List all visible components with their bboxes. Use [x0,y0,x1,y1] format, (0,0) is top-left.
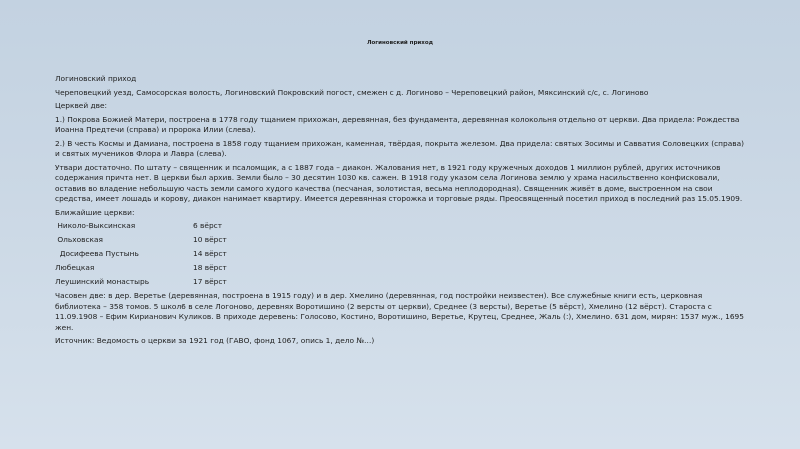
nearest-church-distance: 17 вёрст [193,277,227,286]
source-text: Источник: Ведомость о церкви за 1921 год (ГАВО, фонд 1067, опись 1, дело №…) [55,336,375,345]
slide-content [55,74,745,350]
nearest-church-row [55,277,745,288]
parish-description: Утвари достаточно. По штату – священник и псаломщик, а с 1887 года – диакон. Жалования нет, в 1921 году кружечных доходов 1 миллион рублей, других источников содержания причта нет. В церкви был архив. Земли было – 30 десятин 1030 кв. сажен. В 1918 году указом села Логинова землю у храма насильственно конфисковали, оставив во владение небольшую часть земли самого худого качества (песчаная, золотистая, весьма неплодородная). Священник живёт в доме, выстроенном на свои средства, имеет лошадь и корову, диакон нанимает квартиру. Имеется деревянная сторожка и торговые ряды. Преосвященный посетил приход в последний раз 15.05.1909. [55,162,743,203]
parish-location: Череповецкий уезд, Самосорская волость, Логиновский Покровский погост, смежен с д. Логиново – Череповецкий район, Мяксинский с/с, с. Логиново [55,87,649,97]
nearest-church-name: Николо-Выксинская [55,221,136,230]
nearest-church-name: Леушинский монастырь [55,277,150,286]
slide-title: Логиновский приход [366,40,434,46]
nearest-church-row [55,263,745,274]
nearest-church-distance: 6 вёрст [193,221,223,230]
nearest-church-distance: 10 вёрст [193,235,227,244]
nearest-church-name: Досифеева Пустынь [55,249,139,258]
parish-heading: Логиновский приход [55,74,137,83]
nearest-churches-list [55,221,745,288]
chapels-text: Часовен две: в дер. Веретье (деревянная, построена в 1915 году) и в дер. Хмелино (деревянная, год постройки неизвестен). Все служебные книги есть, церковная библиотека – 358 томов. 5 школ6 в селе Логоново, деревнях Воротишино (2 версты от церкви), Среднее (3 версты), Веретье (5 вёрст), Хмелино (12 вёрст). Староста с 11.09.1908 – Ефим Кирианович Куликов. В приходе деревень: Голосово, Костино, Воротишино, Веретье, Крутец, Среднее, Жаль (:), Хмелино. 631 дом, мирян: 1537 муж., 1695 жен. [55,291,744,332]
nearest-church-row [55,221,745,232]
nearest-churches-label: Ближайшие церкви: [55,207,135,217]
nearest-church-name: Любецкая [55,263,95,272]
church-1-text: 1.) Покрова Божией Матери, построена в 1778 году тщанием прихожан, деревянная, без фундамента, деревянная колокольня отдельно от церкви. Два придела: Рождества Иоанна Предтечи (справа) и пророка Илии (слева). [55,114,740,134]
nearest-church-distance: 18 вёрст [193,263,227,272]
churches-label: Церквей две: [55,101,107,110]
nearest-church-distance: 14 вёрст [193,249,227,258]
nearest-church-row [55,249,745,260]
church-2-text: 2.) В честь Космы и Дамиана, построена в 1858 году тщанием прихожан, каменная, твёрдая, покрыта железом. Два придела: святых Зосимы и Савватия Соловецких (справа) и святых мучеников Флора и Лавра (слева). [55,138,745,158]
nearest-church-row [55,235,745,246]
nearest-church-name: Ольховская [55,235,103,244]
